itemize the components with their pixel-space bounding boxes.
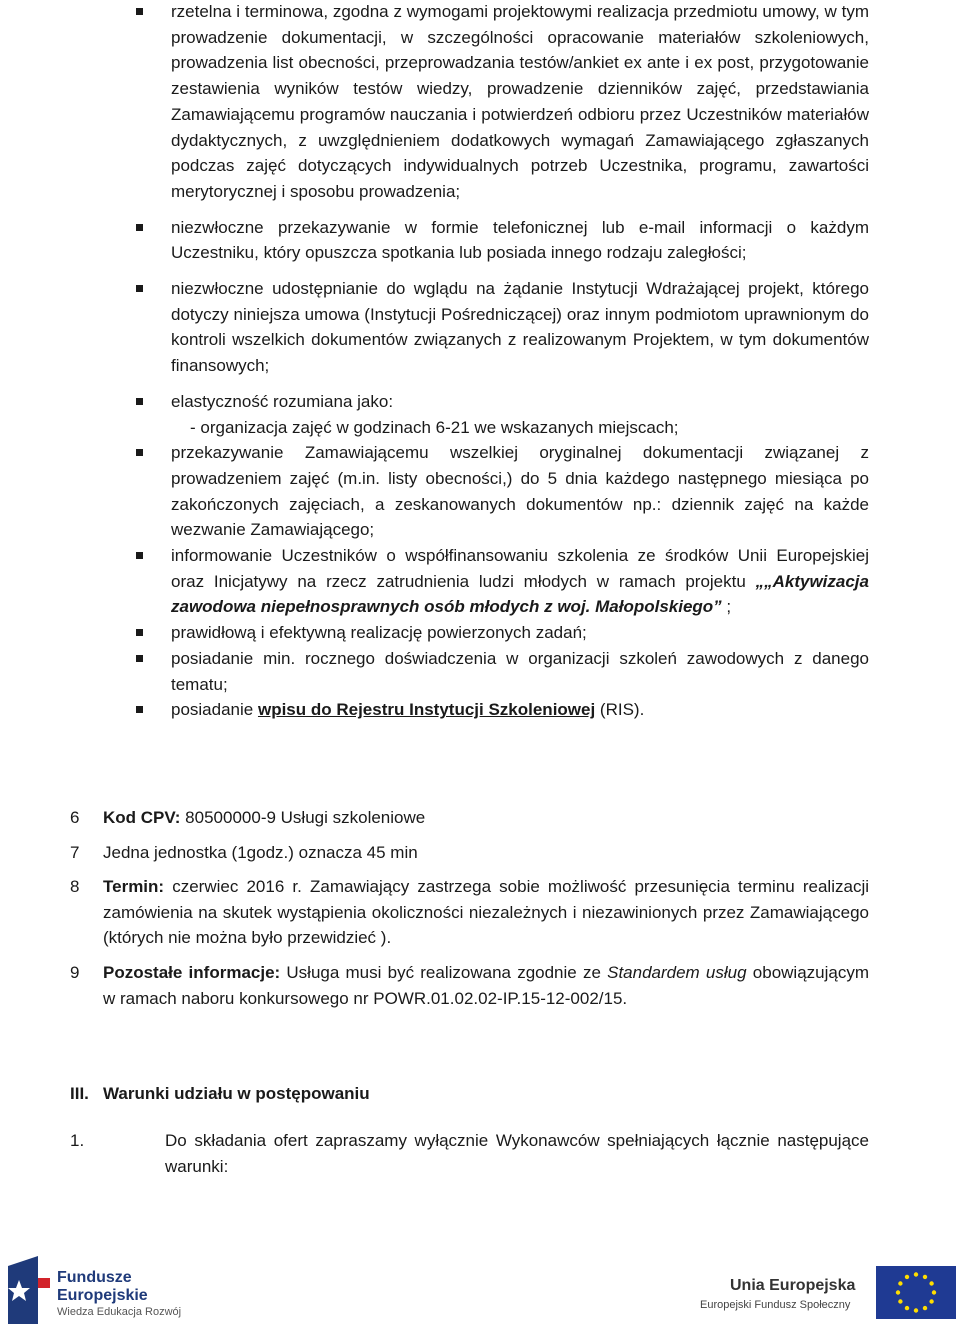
section-6-cpv xyxy=(70,805,869,831)
section-9-other-info xyxy=(70,960,869,1011)
eu-star-icon xyxy=(929,1299,933,1303)
unia-europejska-logo xyxy=(700,1266,956,1319)
bullet-square-icon xyxy=(136,285,143,292)
list-item-text: posiadanie min. rocznego doświadczenia w organizacji szkoleń zawodowych z danego tematu; xyxy=(171,648,869,694)
bullet-square-icon xyxy=(136,449,143,456)
eu-star-icon xyxy=(898,1281,902,1285)
point-number: 1. xyxy=(70,1131,85,1150)
list-item-text: informowanie Uczestników o współfinansowaniu szkolenia ze środków Unii Europejskiej oraz Inicjatywy na rzecz zatrudnienia ludzi młodych w ramach projektu xyxy=(171,546,869,591)
ris-registry-text: wpisu do Rejestru Instytucji Szkoleniowej xyxy=(257,700,596,720)
obligations-list xyxy=(136,0,869,723)
ue-subtitle: Europejski Fundusz Społeczny xyxy=(700,1299,851,1311)
footer-logos xyxy=(0,1248,960,1331)
list-item-text: rzetelna i terminowa, zgodna z wymogami projektowymi realizacja przedmiotu umowy, w tym prowadzenie dokumentacji, w szczególności opracowanie materiałów szkoleniowych, prowadzenia list obecności, przeprowadzania testów/ankiet ex ante i ex post, przygotowanie zestawienia wyników testów wiedzy, prowadzenie dzienników zajęć, przedstawiania Zamawiającemu programów nauczania i potwierdzeń odbioru przez Uczestników materiałów dydaktycznych, z uwzględnieniem dodatkowych wymagań Zamawiającego zgłaszanych podczas zajęć dotyczących indywidualnych potrzeb Uczestnika, programu, zawartości merytorycznej i sposobu prowadzenia; xyxy=(171,2,869,201)
eu-star-icon xyxy=(923,1306,927,1310)
eu-star-icon xyxy=(898,1299,902,1303)
fe-red-accent xyxy=(38,1278,50,1288)
bullet-square-icon xyxy=(136,398,143,405)
list-item xyxy=(136,697,869,723)
section-text: 80500000-9 Usługi szkoleniowe xyxy=(180,808,426,827)
section-label: Termin: xyxy=(103,877,165,896)
list-item xyxy=(136,543,869,620)
fe-title-line2: Europejskie xyxy=(57,1287,148,1304)
fundusze-europejskie-logo xyxy=(8,1256,181,1324)
fe-subtitle: Wiedza Edukacja Rozwój xyxy=(57,1306,182,1318)
bullet-square-icon xyxy=(136,8,143,15)
eu-star-icon xyxy=(929,1281,933,1285)
project-name: „„Aktywizacja zawodowa niepełnosprawnych osób młodych z woj. Małopolskiego” xyxy=(171,571,869,617)
list-item-text: (RIS). xyxy=(595,700,645,720)
list-item-text: niezwłoczne przekazywanie w formie telefonicznej lub e-mail informacji o każdym Uczestniku, który opuszcza spotkania lub posiada innego rodzaju zaległości; xyxy=(171,217,869,263)
eu-star-icon xyxy=(932,1290,936,1294)
list-item xyxy=(136,389,869,440)
eu-star-icon xyxy=(905,1275,909,1279)
list-item xyxy=(136,276,869,379)
heading-iii xyxy=(70,1081,869,1107)
heading-number: III. xyxy=(70,1084,89,1103)
section-label: Pozostałe informacje: xyxy=(103,963,281,982)
list-item-text: prawidłową i efektywną realizację powierzonych zadań; xyxy=(171,623,587,643)
section-number: 6 xyxy=(70,808,80,827)
bullet-square-icon xyxy=(136,655,143,662)
section-text: czerwiec 2016 r. Zamawiający zastrzega sobie możliwość przesunięcia terminu realizacji zamówienia na skutek wystąpienia okoliczności niezależnych i niezawinionych przez Zamawiającego (których nie można było przewidzieć ). xyxy=(103,877,869,948)
ue-title: Unia Europejska xyxy=(730,1277,856,1294)
section-number: 7 xyxy=(70,843,80,862)
section-8-term xyxy=(70,874,869,951)
eu-star-icon xyxy=(914,1308,918,1312)
list-item xyxy=(136,620,869,646)
list-item-text: posiadanie xyxy=(171,700,258,720)
list-item-text: elastyczność rozumiana jako: xyxy=(171,391,394,411)
section-text: Usługa musi być realizowana zgodnie ze xyxy=(280,963,608,982)
list-item-text: ; xyxy=(721,597,732,617)
heading-text: Warunki udziału w postępowaniu xyxy=(103,1084,370,1103)
eu-star-icon xyxy=(905,1306,909,1310)
bullet-square-icon xyxy=(136,629,143,636)
section-7-unit xyxy=(70,840,869,866)
eu-star-icon xyxy=(923,1275,927,1279)
section-text: Jedna jednostka (1godz.) oznacza 45 min xyxy=(103,843,418,862)
fe-title-line1: Fundusze xyxy=(57,1269,132,1286)
list-item xyxy=(136,646,869,697)
eu-star-icon xyxy=(896,1290,900,1294)
bullet-square-icon xyxy=(136,552,143,559)
list-item xyxy=(136,0,869,205)
list-item-text: niezwłoczne udostępnianie do wglądu na żądanie Instytucji Wdrażającej projekt, którego dotyczy niniejsza umowa (Instytucji Pośredniczącej) oraz innym podmiotom uprawnionym do kontroli wszelkich dokumentów związanych z realizowanym Projektem, w tym dokumentów finansowych; xyxy=(171,279,869,376)
list-item-text: przekazywanie Zamawiającemu wszelkiej oryginalnej dokumentacji związanej z prowadzeniem zajęć (m.in. listy obecności,) do 5 dnia każdego następnego miesiąca po zakończonych zajęciach, a zeskanowanych dokumentów np.: dziennik zajęć na każde wezwanie Zamawiającego; xyxy=(171,443,869,540)
section-emphasis: Standardem usług xyxy=(607,963,747,982)
list-item xyxy=(136,440,869,543)
point-1 xyxy=(70,1128,869,1179)
list-item xyxy=(136,215,869,266)
section-text: obowiązującym w ramach naboru konkursowego nr POWR.01.02.02-IP.15-12-002/15. xyxy=(103,963,869,1008)
eu-star-icon xyxy=(914,1272,918,1276)
bullet-square-icon xyxy=(136,224,143,231)
section-number: 8 xyxy=(70,877,80,896)
section-label: Kod CPV: xyxy=(103,808,181,827)
bullet-square-icon xyxy=(136,706,143,713)
point-text: Do składania ofert zapraszamy wyłącznie Wykonawców spełniających łącznie następujące warunki: xyxy=(165,1131,869,1176)
list-subitem-text: - organizacja zajęć w godzinach 6-21 we wskazanych miejscach; xyxy=(190,417,679,437)
section-number: 9 xyxy=(70,963,80,982)
